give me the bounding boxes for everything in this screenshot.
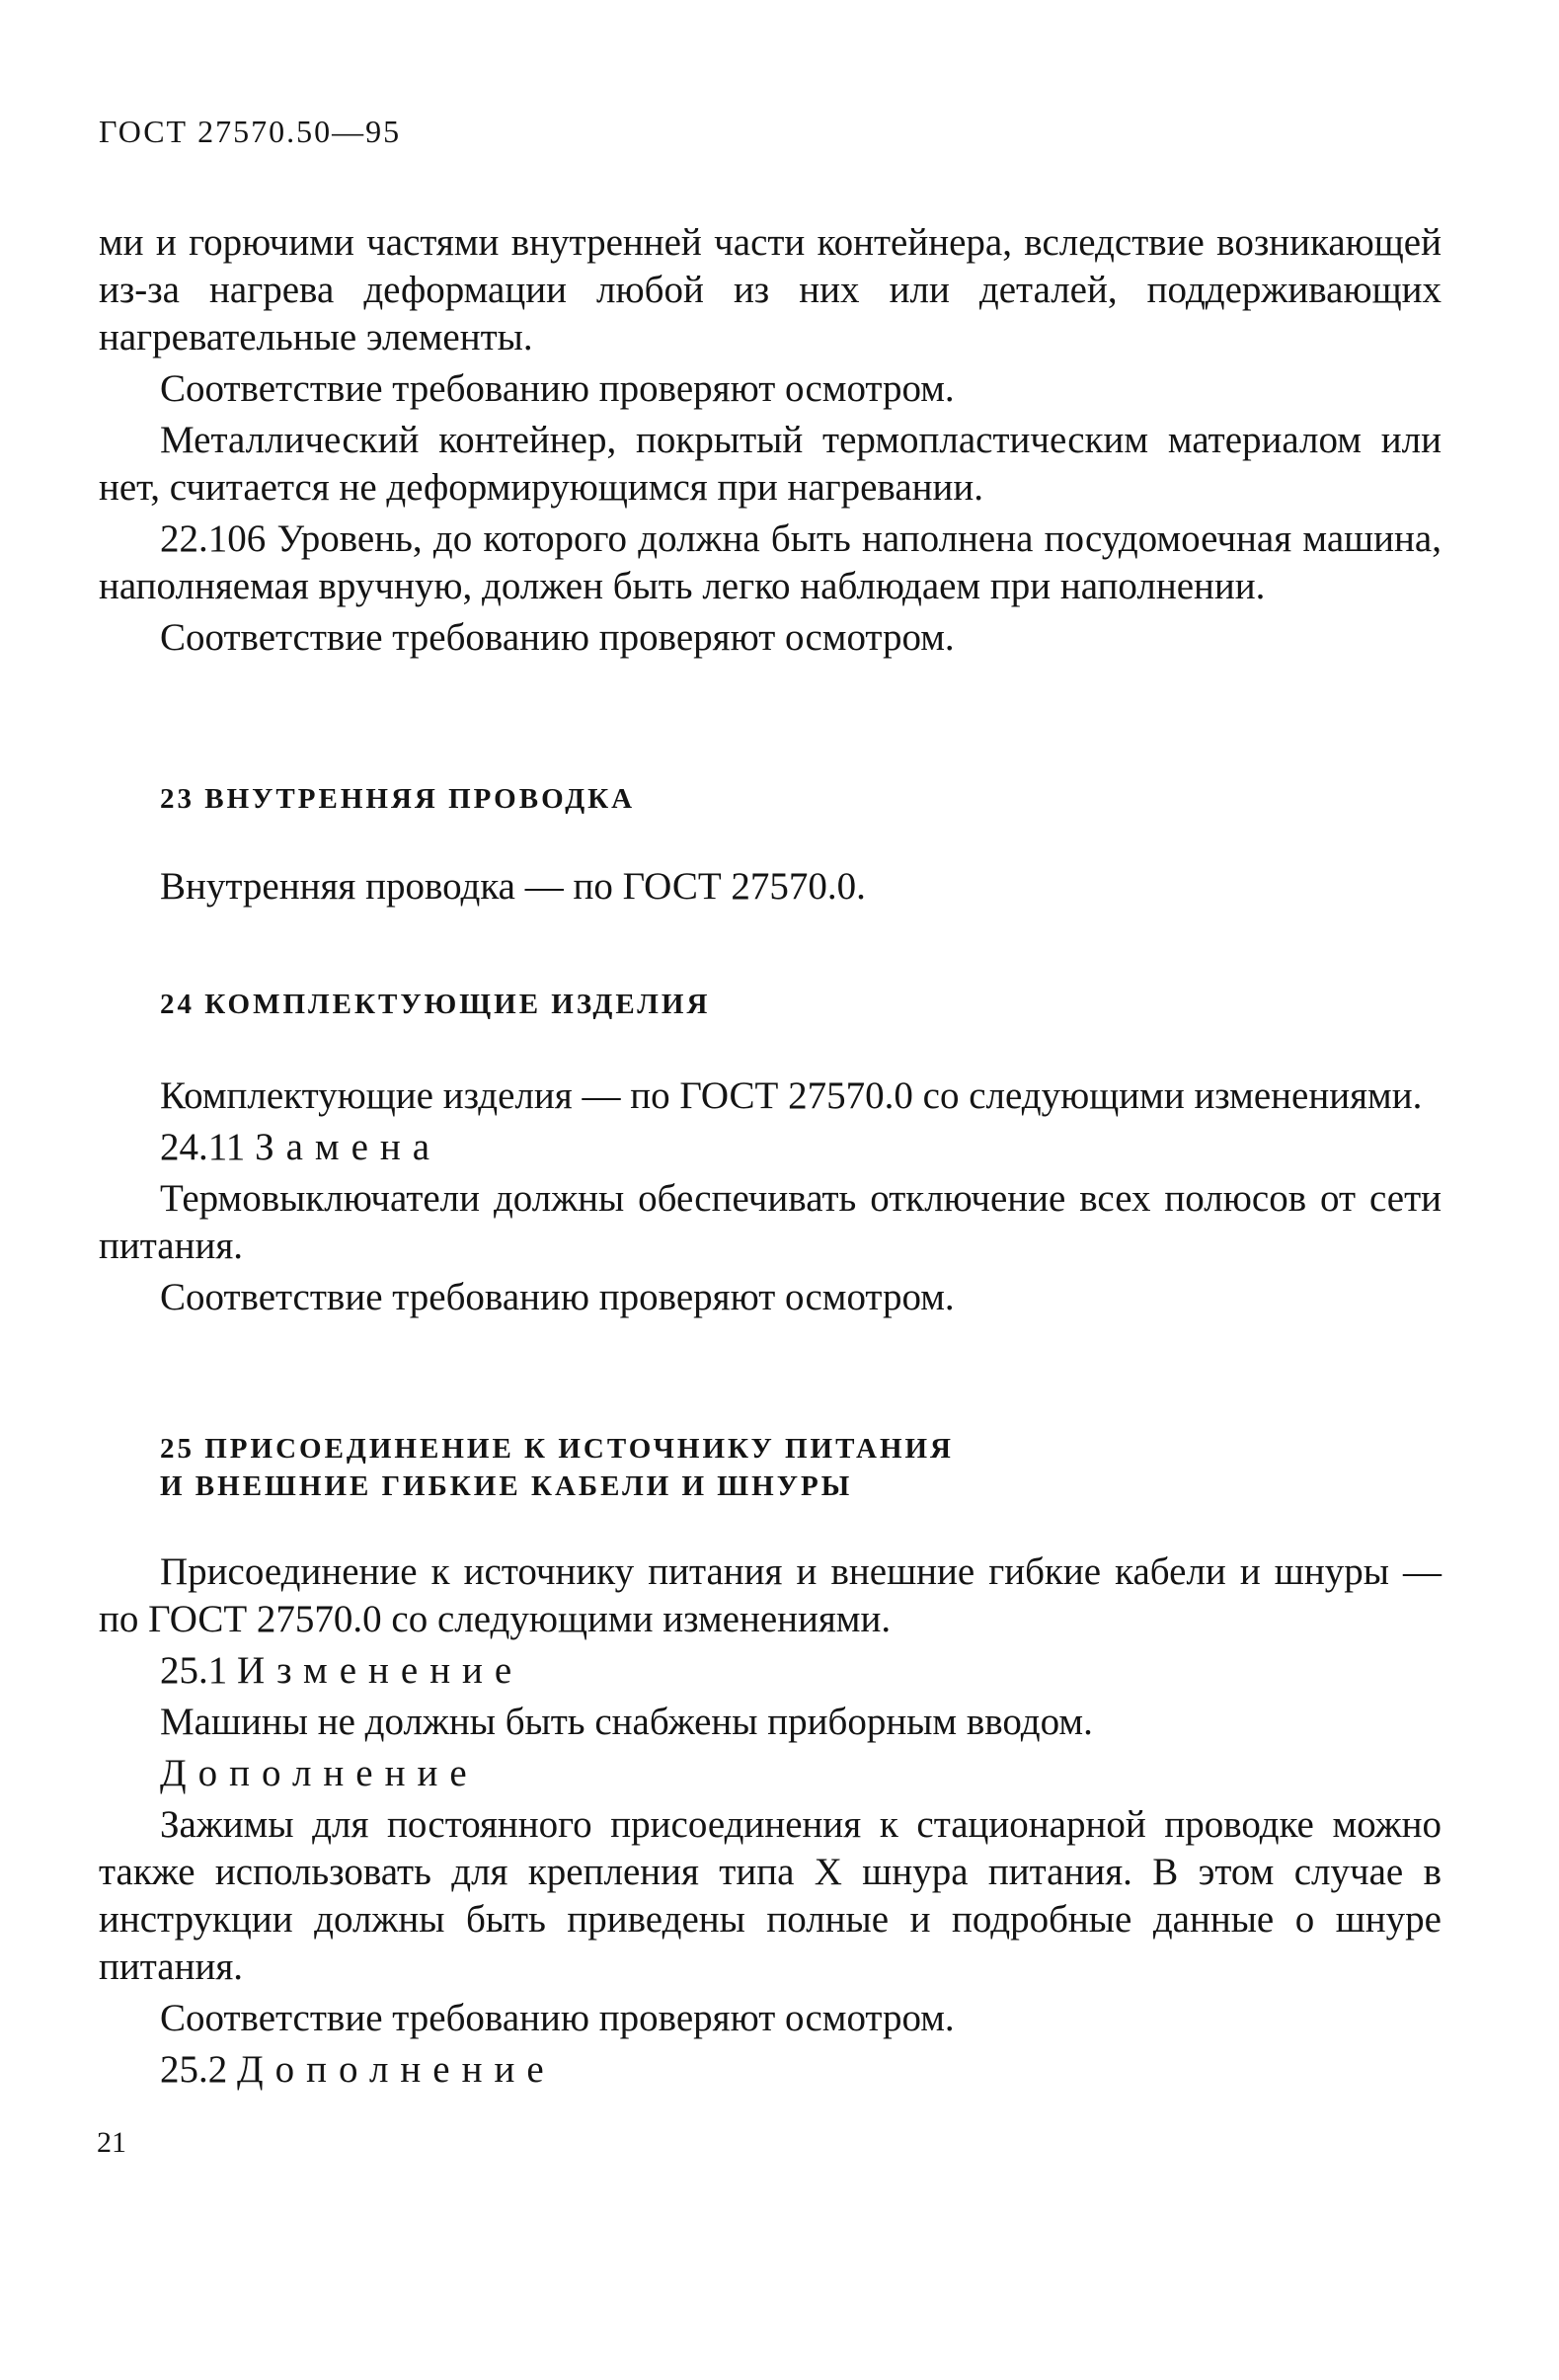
clause-label: Дополнение <box>237 2048 556 2091</box>
heading-line: И ВНЕШНИЕ ГИБКИЕ КАБЕЛИ И ШНУРЫ <box>160 1470 853 1502</box>
paragraph: 22.106 Уровень, до которого должна быть наполнена посудомоечная машина, наполняемая вручную, должен быть легко наблюдаем при наполнении. <box>99 517 1442 607</box>
running-header: ГОСТ 27570.50—95 <box>99 114 402 149</box>
paragraph: Соответствие требованию проверяют осмотром. <box>160 1997 955 2039</box>
paragraph: Комплектующие изделия — по ГОСТ 27570.0 со следующими изменениями. <box>160 1074 1423 1117</box>
paragraph: ми и горючими частями внутренней части контейнера, вследствие возникающей из-за нагрева деформации любой из них или деталей, поддерживающих нагревательные элементы. <box>99 221 1442 358</box>
paragraph: Термовыключатели должны обеспечивать отключение всех полюсов от сети питания. <box>99 1177 1442 1267</box>
section-heading-24: 24 КОМПЛЕКТУЮЩИЕ ИЗДЕЛИЯ <box>160 989 711 1020</box>
heading-line: 25 ПРИСОЕДИНЕНИЕ К ИСТОЧНИКУ ПИТАНИЯ <box>160 1433 954 1465</box>
clause-label: Дополнение <box>160 1752 479 1794</box>
clause-label: Замена <box>255 1126 442 1168</box>
section-23-body <box>99 863 1442 914</box>
continuation-block <box>99 219 1442 666</box>
paragraph: Внутренняя проводка — по ГОСТ 27570.0. <box>160 865 866 908</box>
clause-number: 24.11 <box>160 1126 246 1168</box>
clause-number: 25.1 <box>160 1649 228 1692</box>
paragraph: Присоединение к источнику питания и внешние гибкие кабели и шнуры — по ГОСТ 27570.0 со следующими изменениями. <box>99 1550 1442 1640</box>
section-heading-23: 23 ВНУТРЕННЯЯ ПРОВОДКА <box>160 783 636 815</box>
clause-label: Изменение <box>237 1649 524 1692</box>
paragraph: Соответствие требованию проверяют осмотром. <box>160 367 955 410</box>
section-heading-25 <box>160 1430 954 1505</box>
clause-title <box>99 1124 1442 1171</box>
clause-title <box>99 2046 1442 2094</box>
paragraph: Зажимы для постоянного присоединения к стационарной проводке можно также использовать для крепления типа X шнура питания. В этом случае в инструкции должны быть приведены полные и подробные данные о шнуре питания. <box>99 1803 1442 1988</box>
clause-title <box>99 1647 1442 1695</box>
section-25-body <box>99 1548 1442 2098</box>
page-number: 21 <box>97 2126 126 2159</box>
paragraph: Машины не должны быть снабжены приборным вводом. <box>160 1701 1093 1743</box>
paragraph: Металлический контейнер, покрытый термопластическим материалом или нет, считается не деформирующимся при нагревании. <box>99 419 1442 509</box>
clause-number: 25.2 <box>160 2048 228 2091</box>
clause-title <box>99 1750 1442 1797</box>
paragraph: Соответствие требованию проверяют осмотром. <box>160 1276 955 1318</box>
paragraph: Соответствие требованию проверяют осмотром. <box>160 616 955 659</box>
section-24-body <box>99 1072 1442 1325</box>
